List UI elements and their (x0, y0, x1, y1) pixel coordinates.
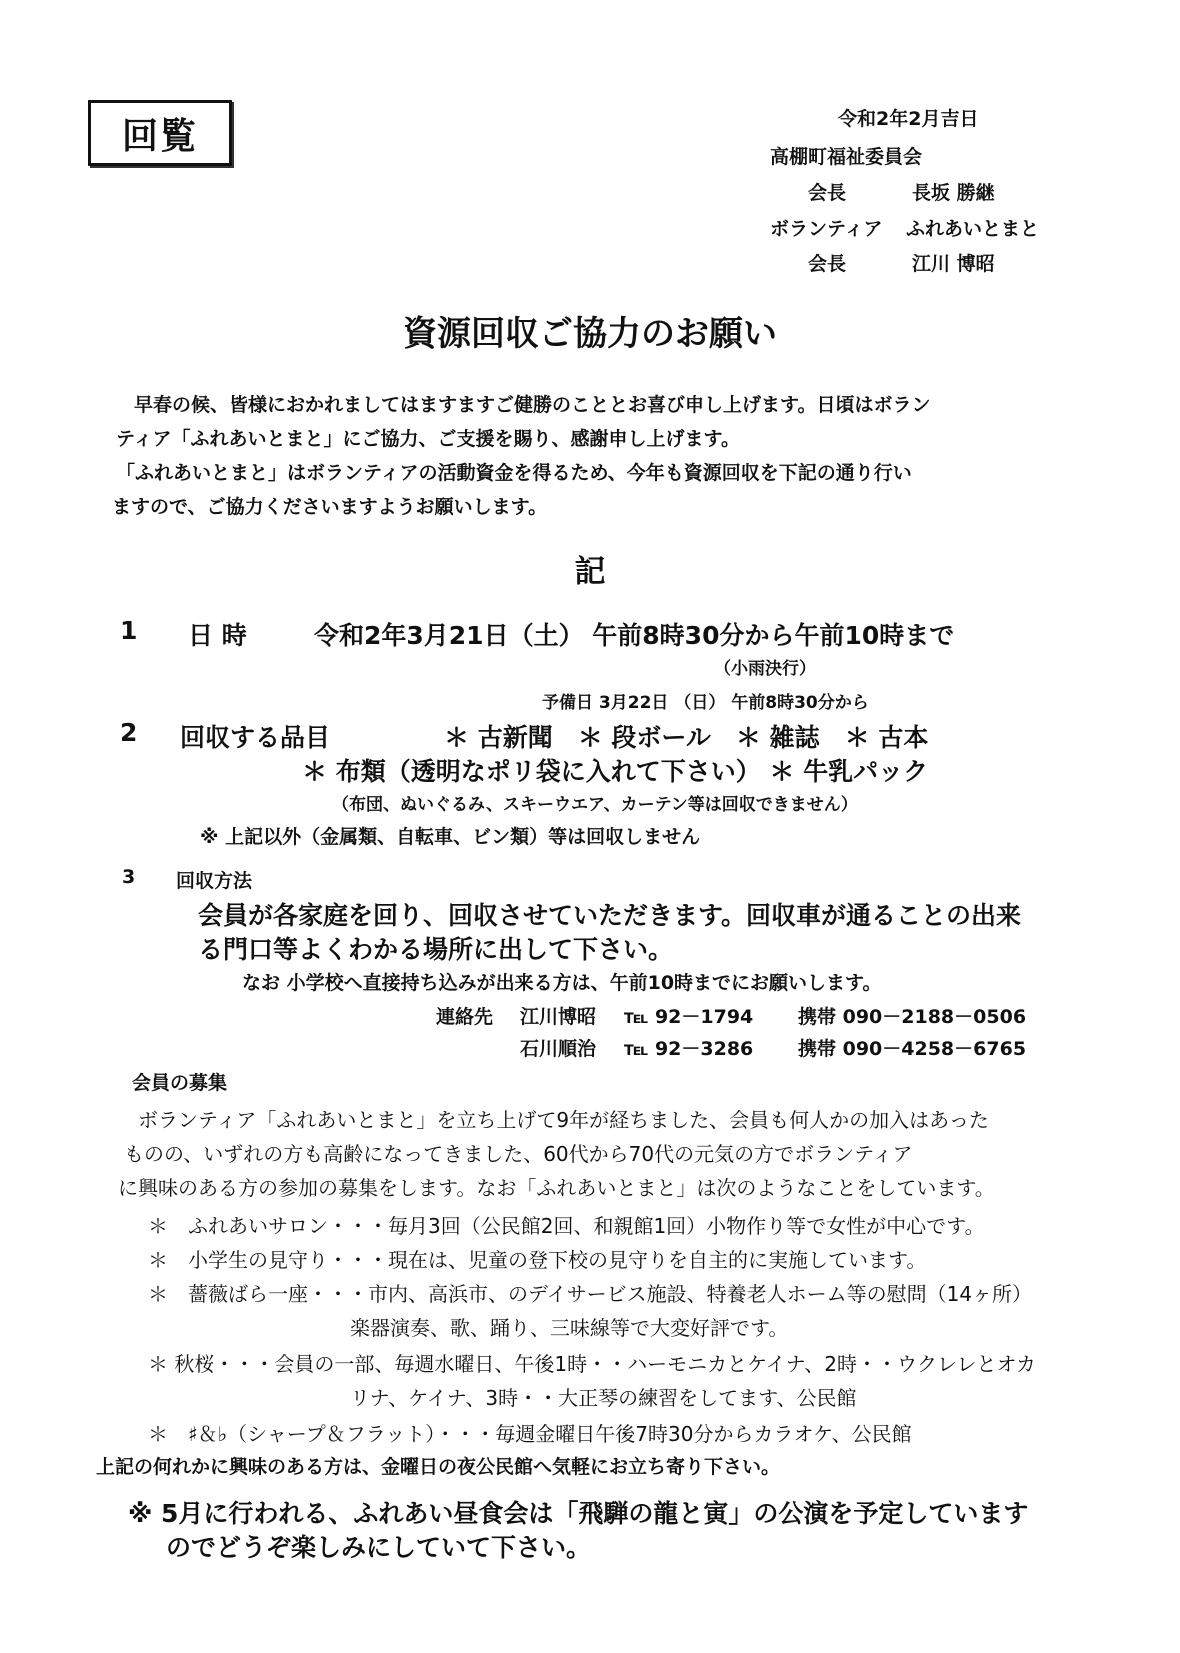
contact1-mobile: 携帯 090－2188－0506 (798, 1006, 1027, 1028)
item2-items-line2: ＊ 布類（透明なポリ袋に入れて下さい） ＊ 牛乳パック (302, 757, 929, 786)
activity-rose-troupe: ＊ 薔薇ばら一座・・・市内、高浜市、のデイサービス施設、特養老人ホーム等の慰問（14ヶ所） (148, 1282, 1033, 1306)
volunteer-group-name: ふれあいとまと (906, 218, 1040, 240)
item3-number: 3 (122, 866, 136, 888)
item1-label: 日 時 (188, 621, 247, 650)
intro-line-4: ますので、ご協力くださいますようお願いします。 (112, 496, 548, 518)
organization-name: 高棚町福祉委員会 (770, 146, 923, 168)
chair1-role: 会長 (808, 182, 847, 204)
final-note-line2: のでどうぞ楽しみにしていて下さい。 (166, 1533, 592, 1562)
activity-cosmos: ＊ 秋桜・・・会員の一部、毎週水曜日、午後1時・・ハーモニカとケイナ、2時・・ウクレレとオカ (148, 1352, 1036, 1376)
item3-label: 回収方法 (176, 870, 253, 892)
item1-rain-note: （小雨決行） (714, 659, 816, 679)
item2-exclusion-note: ※ 上記以外（金属類、自転車、ビン類）等は回収しません (200, 826, 701, 848)
contact1-name: 江川博昭 (520, 1006, 597, 1028)
ki-heading: 記 (574, 554, 606, 590)
activity-cosmos-cont: リナ、ケイナ、3時・・大正琴の練習をしてます、公民館 (350, 1386, 857, 1410)
chair2-name: 江川 博昭 (912, 253, 995, 275)
kairan-stamp (88, 100, 232, 166)
activity-rose-troupe-cont: 楽器演奏、歌、踊り、三味線等で大変好評です。 (350, 1316, 789, 1340)
recruit-para-line3: に興味のある方の参加の募集をします。なお「ふれあいとまと」は次のようなことをしています。 (118, 1176, 995, 1200)
item3-school-note: なお 小学校へ直接持ち込みが出来る方は、午前10時までにお願いします。 (242, 972, 882, 994)
contact2-name: 石川順治 (520, 1038, 597, 1060)
recruit-closing: 上記の何れかに興味のある方は、金曜日の夜公民館へ気軽にお立ち寄り下さい。 (96, 1456, 781, 1478)
item2-not-accepted-note: （布団、ぬいぐるみ、スキーウエア、カーテン等は回収できません） (332, 795, 858, 815)
kairan-label: 回覧 (121, 115, 198, 157)
chair2-role: 会長 (808, 253, 847, 275)
volunteer-label: ボランティア (770, 218, 883, 240)
activity-sharp-flat: ＊ ♯＆♭（シャープ＆フラット）・・・毎週金曜日午後7時30分からカラオケ、公民館 (148, 1422, 912, 1446)
item1-datetime: 令和2年3月21日（土） 午前8時30分から午前10時まで (314, 621, 955, 650)
item2-label: 回収する品目 (180, 723, 331, 752)
activity-watch: ＊ 小学生の見守り・・・現在は、児童の登下校の見守りを自主的に実施しています。 (148, 1248, 927, 1272)
final-note-line1: ※ 5月に行われる、ふれあい昼食会は「飛騨の龍と寅」の公演を予定しています (128, 1499, 1029, 1528)
recruit-heading: 会員の募集 (132, 1072, 228, 1094)
intro-line-1: 早春の候、皆様におかれましてはますますご健勝のこととお喜び申し上げます。日頃はボラン (134, 394, 931, 416)
intro-line-3: 「ふれあいとまと」はボランティアの活動資金を得るため、今年も資源回収を下記の通り行い (116, 462, 912, 484)
recruit-para-line2: ものの、いずれの方も高齢になってきました、60代から70代の元気の方でボランティア (124, 1142, 913, 1166)
item2-items-line1: ＊ 古新聞 ＊ 段ボール ＊ 雑誌 ＊ 古本 (444, 723, 929, 752)
intro-line-2: ティア「ふれあいとまと」にご協力、ご支援を賜り、感謝申し上げます。 (116, 428, 740, 450)
contact2-tel: ℡ 92－3286 (624, 1038, 754, 1060)
document-title: 資源回収ご協力のお願い (403, 314, 777, 354)
item1-number: 1 (120, 616, 138, 645)
activity-salon: ＊ ふれあいサロン・・・毎月3回（公民館2回、和親館1回）小物作り等で女性が中心です。 (148, 1214, 985, 1238)
item3-method-line2: る門口等よくわかる場所に出して下さい。 (198, 935, 674, 964)
recruit-para-line1: ボランティア「ふれあいとまと」を立ち上げて9年が経ちました、会員も何人かの加入はあった (138, 1108, 989, 1132)
contact-prefix: 連絡先 (436, 1006, 494, 1028)
item3-method-line1: 会員が各家庭を回り、回収させていただきます。回収車が通ることの出来 (198, 901, 1022, 930)
chair1-name: 長坂 勝継 (912, 182, 995, 204)
item2-number: 2 (120, 718, 138, 747)
item1-reserve-day: 予備日 3月22日 （日） 午前8時30分から (542, 693, 869, 713)
issue-date: 令和2年2月吉日 (838, 108, 979, 130)
contact2-mobile: 携帯 090－4258－6765 (798, 1038, 1027, 1060)
contact1-tel: ℡ 92－1794 (624, 1006, 754, 1028)
